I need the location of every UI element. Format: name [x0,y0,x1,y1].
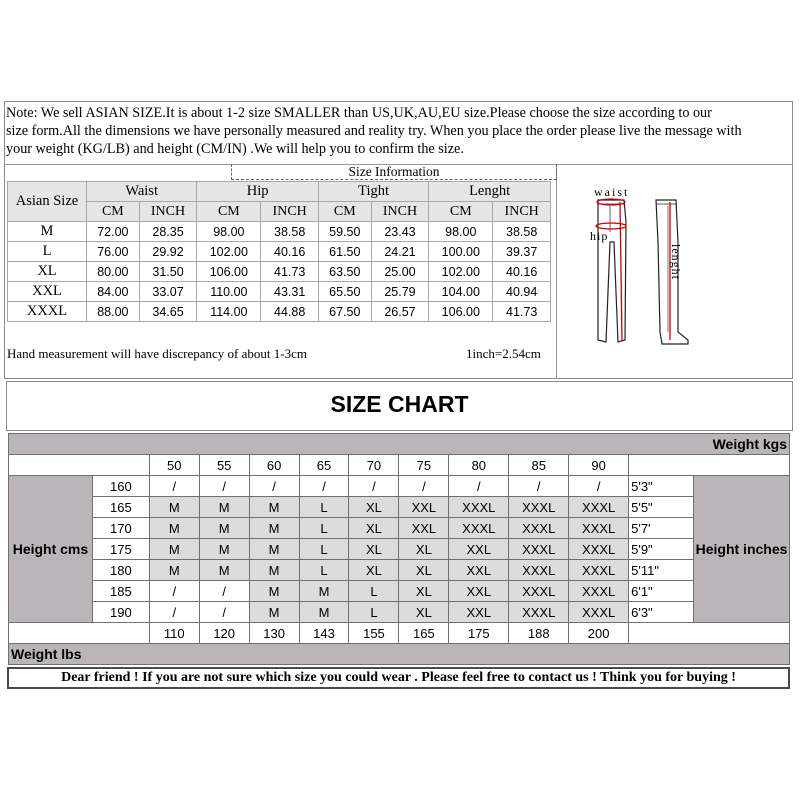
size-cell: XXXL [509,497,569,518]
size-cell: XXL [449,560,509,581]
measure-cell: 24.21 [371,242,429,262]
height-inch-value: 5'3" [629,476,694,497]
measure-cell: 23.43 [371,222,429,242]
asian-size-header: Asian Size [8,182,87,222]
measure-cell: 40.94 [493,282,551,302]
size-cell: XXXL [509,539,569,560]
lb-value: 175 [449,623,509,644]
size-cell: XXXL [569,581,629,602]
size-cell: M [299,581,349,602]
size-cell: M [299,602,349,623]
size-cell: M [199,518,249,539]
size-cell: XXL [399,497,449,518]
height-cm-value: 165 [92,497,149,518]
size-cell: XXL [449,539,509,560]
measure-cell: 38.58 [493,222,551,242]
size-label: XL [8,262,87,282]
pants-illustration [580,182,700,354]
size-row [8,282,551,302]
height-inch-value: 6'1" [629,581,694,602]
size-cell: / [449,476,509,497]
size-cell: XXXL [509,560,569,581]
measure-cell: 63.50 [318,262,371,282]
kg-value: 90 [569,455,629,476]
measure-cell: 25.79 [371,282,429,302]
size-cell: XL [399,581,449,602]
chart-row [9,539,790,560]
measure-cell: 84.00 [87,282,140,302]
size-cell: L [299,539,349,560]
unit-header: CM [87,202,140,222]
size-cell: M [149,539,199,560]
size-cell: M [249,539,299,560]
size-cell: XXXL [449,497,509,518]
measure-cell: 26.57 [371,302,429,322]
size-cell: M [249,560,299,581]
kg-value: 85 [509,455,569,476]
measure-cell: 33.07 [139,282,197,302]
note-line-1: Note: We sell ASIAN SIZE.It is about 1-2 size SMALLER than US,UK,AU,EU size.Please choose the size according to our [6,105,712,121]
unit-header: CM [197,202,261,222]
chart-row [9,560,790,581]
height-inch-value: 5'5" [629,497,694,518]
size-cell: M [149,497,199,518]
kg-value: 50 [149,455,199,476]
size-cell: M [149,518,199,539]
units-row [8,202,551,222]
measure-cell: 104.00 [429,282,493,302]
length-measure-line [620,202,622,340]
measure-cell: 110.00 [197,282,261,302]
measure-cell: 34.65 [139,302,197,322]
group-header-length: Lenght [429,182,551,202]
group-header-waist: Waist [87,182,197,202]
measure-cell: 25.00 [371,262,429,282]
size-cell: XXXL [509,602,569,623]
size-cell: XXXL [569,518,629,539]
height-cm-value: 190 [92,602,149,623]
size-cell: XL [349,539,399,560]
lb-value: 155 [349,623,399,644]
chart-row [9,602,790,623]
lb-value: 188 [509,623,569,644]
size-cell: XL [399,602,449,623]
size-cell: / [509,476,569,497]
size-cell: / [249,476,299,497]
size-cell: M [249,518,299,539]
measure-cell: 40.16 [261,242,319,262]
size-cell: / [349,476,399,497]
measure-cell: 41.73 [493,302,551,322]
kg-value: 70 [349,455,399,476]
size-cell: XXXL [569,539,629,560]
kg-value: 80 [449,455,509,476]
size-cell: XL [399,539,449,560]
size-label: XXXL [8,302,87,322]
unit-header: CM [429,202,493,222]
measure-cell: 38.58 [261,222,319,242]
lbs-row [9,623,790,644]
measure-cell: 67.50 [318,302,371,322]
size-cell: XXXL [569,560,629,581]
measure-cell: 72.00 [87,222,140,242]
unit-header: CM [318,202,371,222]
lb-value: 120 [199,623,249,644]
size-cell: / [149,602,199,623]
group-header-hip: Hip [197,182,319,202]
note-text [6,104,791,158]
size-cell: M [249,497,299,518]
height-inches-label: Height inches [694,476,790,623]
measure-cell: 76.00 [87,242,140,262]
measure-cell: 88.00 [87,302,140,322]
measure-cell: 61.50 [318,242,371,262]
unit-header: INCH [493,202,551,222]
measure-cell: 59.50 [318,222,371,242]
height-inch-value: 5'9" [629,539,694,560]
unit-header: INCH [261,202,319,222]
lb-value: 110 [149,623,199,644]
measure-cell: 106.00 [429,302,493,322]
size-cell: XXXL [449,518,509,539]
size-cell: / [299,476,349,497]
size-row [8,302,551,322]
unit-header: INCH [139,202,197,222]
size-cell: L [299,518,349,539]
size-cell: M [249,602,299,623]
note-line-2: size form.All the dimensions we have personally measured and reality try. When you place the order please live the message with [6,123,742,139]
height-cms-label: Height cms [9,476,93,623]
height-inch-value: 6'3" [629,602,694,623]
size-cell: XL [349,518,399,539]
size-cell: XXL [449,602,509,623]
lb-value: 200 [569,623,629,644]
unit-header: INCH [371,202,429,222]
hip-label: hip [590,229,609,243]
height-inch-value: 5'11" [629,560,694,581]
size-row [8,262,551,282]
size-label: L [8,242,87,262]
size-rows [8,222,551,322]
chart-rows [9,476,790,623]
size-label: M [8,222,87,242]
size-cell: XL [399,560,449,581]
size-cell: / [399,476,449,497]
height-cm-value: 170 [92,518,149,539]
measure-cell: 102.00 [429,262,493,282]
chart-row [9,581,790,602]
weight-kgs-label: Weight kgs [9,434,790,455]
size-cell: L [349,581,399,602]
measure-cell: 43.31 [261,282,319,302]
kgs-row [9,455,790,476]
hand-measurement-note: Hand measurement will have discrepancy of about 1-3cm [7,346,307,361]
size-cell: XXXL [509,518,569,539]
size-cell: / [199,602,249,623]
size-cell: L [349,602,399,623]
measure-cell: 98.00 [197,222,261,242]
kg-value: 55 [199,455,249,476]
size-info-title: Size Information [231,164,557,180]
height-inch-value: 5'7' [629,518,694,539]
lb-value: 165 [399,623,449,644]
size-cell: M [199,539,249,560]
kgs-corner [9,455,150,476]
size-cell: / [199,581,249,602]
measure-cell: 28.35 [139,222,197,242]
size-information-table [7,181,551,322]
size-cell: / [149,581,199,602]
measure-cell: 100.00 [429,242,493,262]
size-cell: XXL [449,581,509,602]
size-cell: XXXL [509,581,569,602]
size-cell: / [199,476,249,497]
note-line-3: your weight (KG/LB) and height (CM/IN) .We will help you to confirm the size. [6,141,464,157]
lbs-corner [9,623,150,644]
size-cell: XXL [399,518,449,539]
weight-lbs-label: Weight lbs [9,644,790,665]
measure-cell: 98.00 [429,222,493,242]
chart-row [9,518,790,539]
size-label: XXL [8,282,87,302]
group-header-tight: Tight [318,182,428,202]
kg-value: 65 [299,455,349,476]
size-chart-title: SIZE CHART [330,391,469,417]
measure-cell: 80.00 [87,262,140,282]
measure-cell: 102.00 [197,242,261,262]
size-cell: XL [349,560,399,581]
height-cm-value: 180 [92,560,149,581]
size-cell: L [299,560,349,581]
inch-conversion-note: 1inch=2.54cm [466,346,541,361]
size-chart-table [8,433,790,665]
illustration-divider [556,165,557,379]
measure-cell: 29.92 [139,242,197,262]
size-cell: M [249,581,299,602]
size-row [8,222,551,242]
size-cell: L [299,497,349,518]
height-cm-value: 175 [92,539,149,560]
size-cell: M [199,497,249,518]
measure-cell: 44.88 [261,302,319,322]
kg-value: 60 [249,455,299,476]
waist-label: waist [594,185,630,199]
measure-cell: 114.00 [197,302,261,322]
kgs-row-end [629,455,790,476]
measure-cell: 65.50 [318,282,371,302]
chart-row [9,497,790,518]
size-cell: M [199,560,249,581]
size-cell: / [149,476,199,497]
height-cm-value: 185 [92,581,149,602]
lbs-row-end [629,623,790,644]
measure-cell: 39.37 [493,242,551,262]
lb-value: 143 [299,623,349,644]
size-cell: XL [349,497,399,518]
size-cell: M [149,560,199,581]
kg-value: 75 [399,455,449,476]
size-cell: XXXL [569,602,629,623]
lb-value: 130 [249,623,299,644]
size-cell: XXXL [569,497,629,518]
measure-cell: 106.00 [197,262,261,282]
height-cm-value: 160 [92,476,149,497]
chart-row [9,476,790,497]
length-label: lenght [669,244,683,280]
measure-cell: 40.16 [493,262,551,282]
footer-message: Dear friend ! If you are not sure which size you could wear . Please feel free to contact us ! Think you for buying ! [7,667,790,689]
size-cell: / [569,476,629,497]
size-row [8,242,551,262]
measure-cell: 41.73 [261,262,319,282]
measure-cell: 31.50 [139,262,197,282]
